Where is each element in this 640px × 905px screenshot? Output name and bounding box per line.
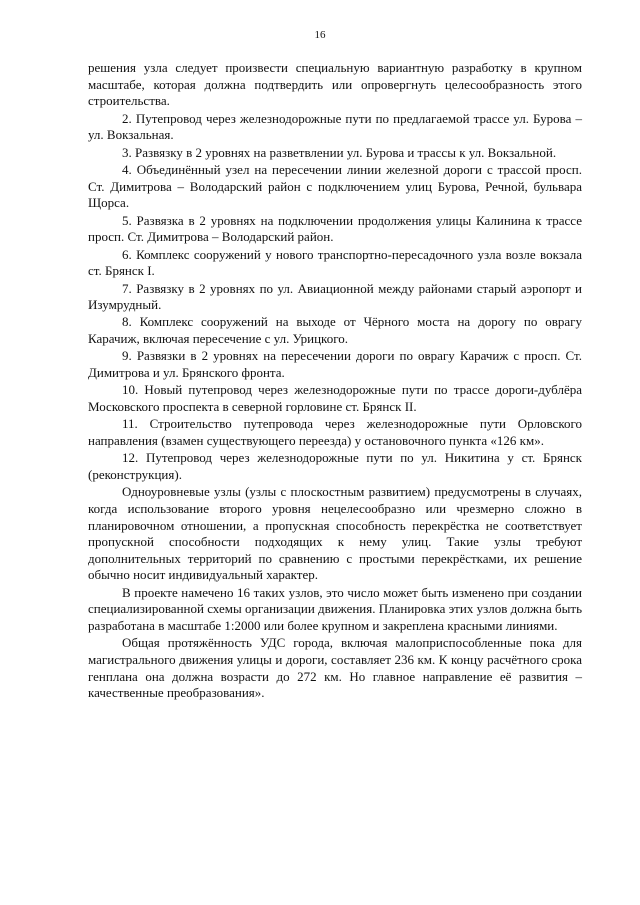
list-item-6: 6. Комплекс сооружений у нового транспортно-пересадочного узла возле вокзала ст. Брянск I. <box>88 246 582 279</box>
document-body <box>88 60 582 703</box>
paragraph-planned-nodes: В проекте намечено 16 таких узлов, это число может быть изменено при создании специализированной схемы организации движения. Планировка этих узлов должна быть разработана в масштабе 1:2000 или более крупном и закреплена красными линиями. <box>88 584 582 633</box>
list-item-10: 10. Новый путепровод через железнодорожные пути по трассе дороги-дублёра Московского проспекта в северной горловине ст. Брянск II. <box>88 382 582 415</box>
list-item-7: 7. Развязку в 2 уровнях по ул. Авиационной между районами старый аэропорт и Изумрудный. <box>88 280 582 313</box>
paragraph-continuation: решения узла следует произвести специальную вариантную разработку в крупном масштабе, которая должна подтвердить или опровергнуть целесообразность этого строительства. <box>88 60 582 109</box>
list-item-12: 12. Путепровод через железнодорожные пути по ул. Никитина у ст. Брянск (реконструкция). <box>88 450 582 483</box>
list-item-4: 4. Объединённый узел на пересечении линии железной дороги с трассой просп. Ст. Димитрова – Володарский район с подключением улиц Бурова, Речной, бульвара Щорса. <box>88 161 582 211</box>
paragraph-network-length: Общая протяжённость УДС города, включая малоприспособленные пока для магистрального движения улицы и дороги, составляет 236 км. К концу расчётного срока генплана она должна возрасти до 272 км. Но главное направление её развития – качественные преобразования». <box>88 635 582 701</box>
list-item-5: 5. Развязка в 2 уровнях на подключении продолжения улицы Калинина к трассе просп. Ст. Димитрова – Володарский район. <box>88 212 582 245</box>
list-item-8: 8. Комплекс сооружений на выходе от Чёрного моста на дорогу по оврагу Карачиж, включая пересечение с ул. Урицкого. <box>88 314 582 347</box>
list-item-11: 11. Строительство путепровода через железнодорожные пути Орловского направления (взамен существующего переезда) у остановочного пункта «126 км». <box>88 416 582 449</box>
list-item-3: 3. Развязку в 2 уровнях на разветвлении ул. Бурова и трассы к ул. Вокзальной. <box>122 144 557 160</box>
list-item-2: 2. Путепровод через железнодорожные пути по предлагаемой трассе ул. Бурова – ул. Вокзальная. <box>88 110 582 143</box>
page-number: 16 <box>314 29 326 41</box>
paragraph-single-level-nodes: Одноуровневые узлы (узлы с плоскостным развитием) предусмотрены в случаях, когда использование второго уровня нецелесообразно или чрезмерно сложно в планировочном отношении, а пропускная способность перекрёстка не соответствует пропускной способности подходящих к нему улиц. Такие узлы требуют дополнительных территорий по сравнению с простыми перекрёстками, их решение обычно носит индивидуальный характер. <box>88 484 582 583</box>
list-item-9: 9. Развязки в 2 уровнях на пересечении дороги по оврагу Карачиж с просп. Ст. Димитрова и ул. Брянского фронта. <box>88 348 582 381</box>
